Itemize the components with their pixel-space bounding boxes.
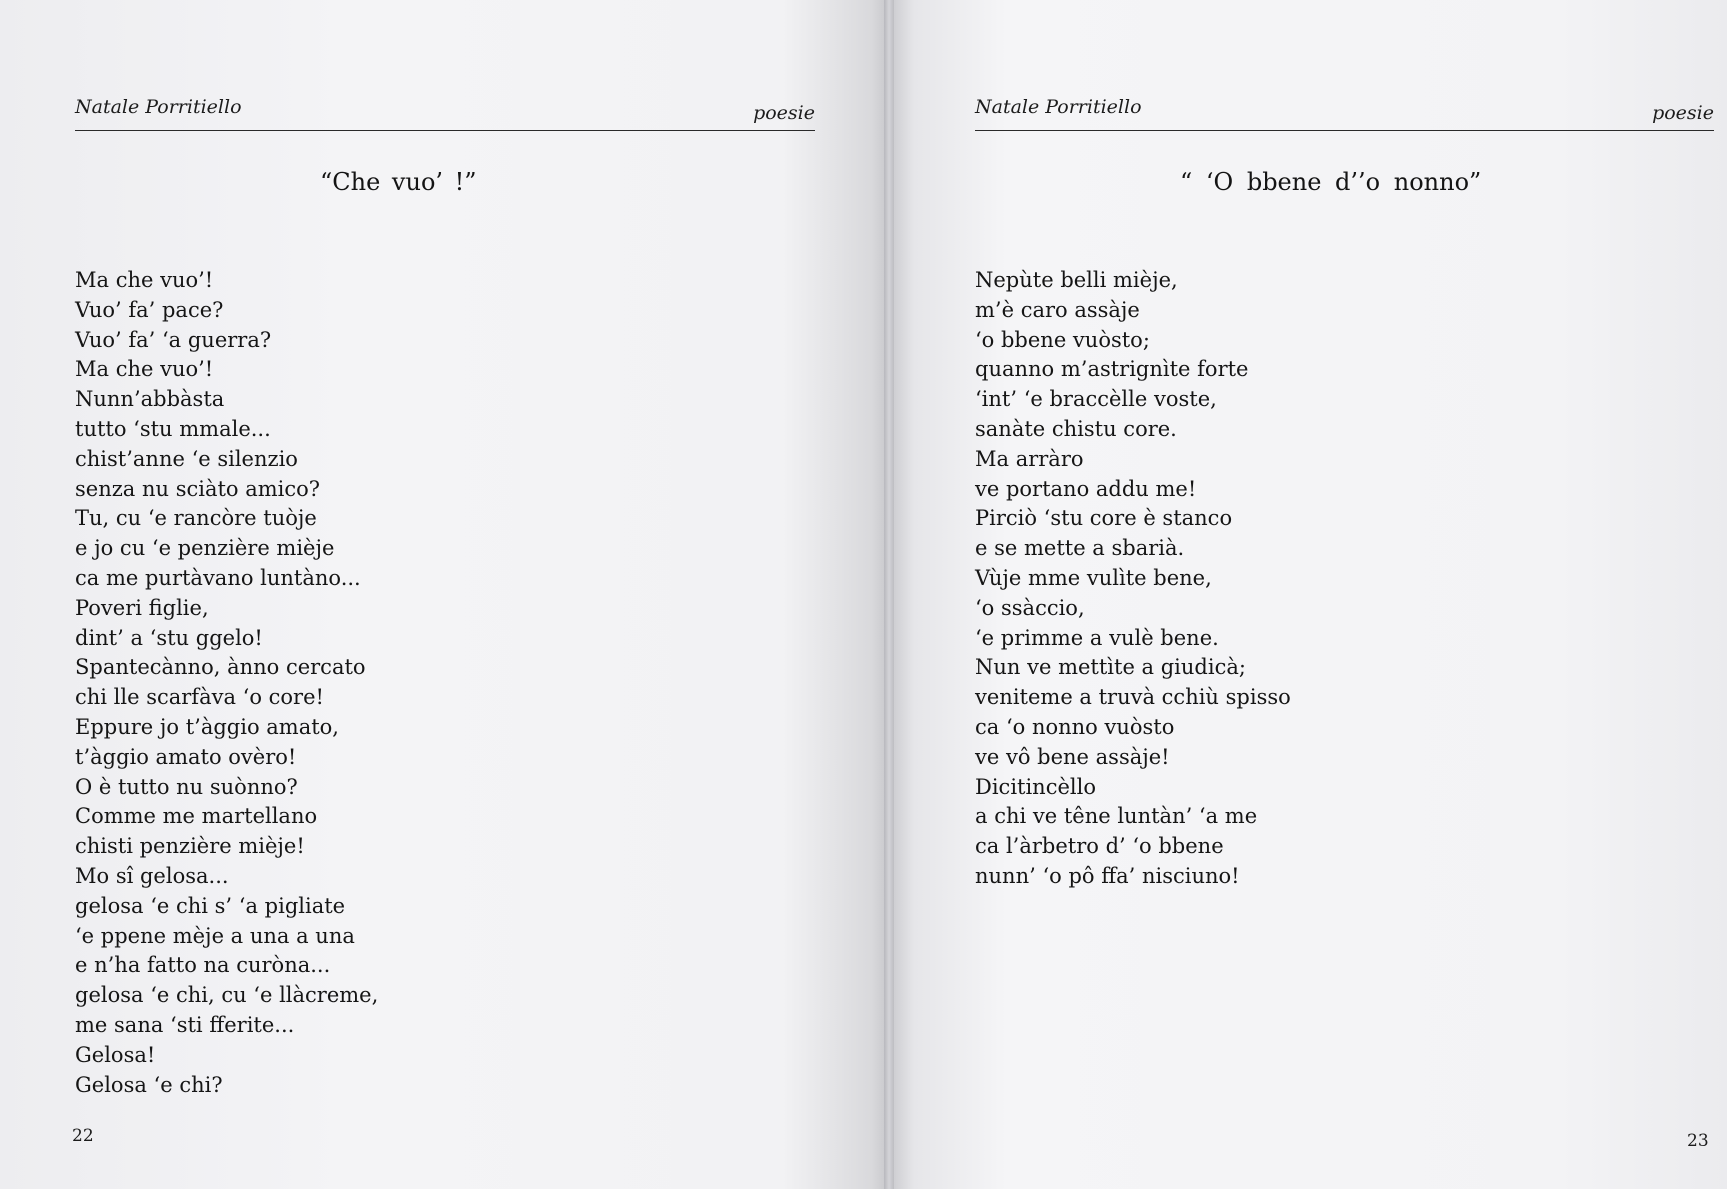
poem-line: a chi ve têne luntàn’ ‘a me xyxy=(975,804,1258,829)
poem-line: sanàte chistu core. xyxy=(975,416,1177,441)
right-page xyxy=(889,0,1727,1189)
poem-line: veniteme a truvà cchiù spisso xyxy=(975,685,1291,710)
poem-line: chi lle scarfàva ‘o core! xyxy=(75,685,324,710)
poem-line: ‘o bbene vuòsto; xyxy=(975,327,1150,352)
poem-line: tutto ‘stu mmale... xyxy=(75,416,271,441)
poem-line: Tu, cu ‘e rancòre tuòje xyxy=(75,506,317,531)
poem-line: e n’ha fatto na curòna... xyxy=(75,953,331,978)
poem-line: Poveri figlie, xyxy=(75,595,209,620)
poem-title: “ ‘O bbene d’’o nonno” xyxy=(1180,168,1482,196)
poem-body xyxy=(975,266,1291,892)
poem-line: ca me purtàvano luntàno... xyxy=(75,565,361,590)
poem-line: ve vô bene assàje! xyxy=(975,744,1170,769)
poem-line: ca l’àrbetro d’ ‘o bbene xyxy=(975,834,1224,859)
poem-line: ‘int’ ‘e braccèlle voste, xyxy=(975,387,1217,412)
header-author: Natale Porritiello xyxy=(75,96,242,118)
poem-line: Vuo’ fa’ ‘a guerra? xyxy=(75,327,272,352)
poem-line: chist’anne ‘e silenzio xyxy=(75,446,298,471)
poem-line: me sana ‘sti fferite... xyxy=(75,1012,295,1037)
poem-body xyxy=(75,266,378,1100)
poem-line: ‘o ssàccio, xyxy=(975,595,1085,620)
poem-line: Vuo’ fa’ pace? xyxy=(75,297,224,322)
header-author: Natale Porritiello xyxy=(975,96,1142,118)
header-section: poesie xyxy=(753,102,815,124)
poem-line: Ma che vuo’! xyxy=(75,357,214,382)
poem-line: ‘e primme a vulè bene. xyxy=(975,625,1219,650)
poem-line: Gelosa ‘e chi? xyxy=(75,1072,223,1097)
poem-line: Ma arràro xyxy=(975,446,1084,471)
page-number: 23 xyxy=(1687,1131,1709,1151)
poem-line: e jo cu ‘e penzière mièje xyxy=(75,536,335,561)
page-number: 22 xyxy=(72,1126,94,1146)
poem-line: quanno m’astrignìte forte xyxy=(975,357,1249,382)
running-header xyxy=(975,92,1714,131)
book-gutter xyxy=(884,0,894,1189)
poem-line: chisti penzière mièje! xyxy=(75,834,305,859)
poem-line: Pirciò ‘stu core è stanco xyxy=(975,506,1233,531)
poem-line: Gelosa! xyxy=(75,1042,156,1067)
poem-line: Nun ve mettìte a giudicà; xyxy=(975,655,1246,680)
poem-line: Vùje mme vulìte bene, xyxy=(975,565,1212,590)
poem-line: Nunn’abbàsta xyxy=(75,387,225,412)
poem-line: Comme me martellano xyxy=(75,804,318,829)
poem-line: t’àggio amato ovèro! xyxy=(75,744,297,769)
poem-line: O è tutto nu suònno? xyxy=(75,774,298,799)
poem-line: Spantecànno, ànno cercato xyxy=(75,655,366,680)
poem-line: dint’ a ‘stu ggelo! xyxy=(75,625,263,650)
poem-line: Dicitincèllo xyxy=(975,774,1096,799)
poem-line: gelosa ‘e chi s’ ‘a pigliate xyxy=(75,893,346,918)
poem-line: ve portano addu me! xyxy=(975,476,1197,501)
poem-line: Eppure jo t’àggio amato, xyxy=(75,714,339,739)
poem-line: e se mette a sbarià. xyxy=(975,536,1185,561)
running-header xyxy=(75,92,815,131)
poem-line: Mo sî gelosa... xyxy=(75,863,229,888)
poem-line: ‘e ppene mèje a una a una xyxy=(75,923,355,948)
poem-line: Nepùte belli mièje, xyxy=(975,268,1178,292)
poem-line: nunn’ ‘o pô ffa’ nisciuno! xyxy=(975,863,1240,888)
poem-line: Ma che vuo’! xyxy=(75,268,214,292)
poem-title: “Che vuo’ !” xyxy=(320,168,477,196)
poem-line: m’è caro assàje xyxy=(975,297,1140,322)
header-section: poesie xyxy=(1652,102,1714,124)
poem-line: ca ‘o nonno vuòsto xyxy=(975,714,1175,739)
poem-line: gelosa ‘e chi, cu ‘e llàcreme, xyxy=(75,983,379,1008)
poem-line: senza nu sciàto amico? xyxy=(75,476,321,501)
